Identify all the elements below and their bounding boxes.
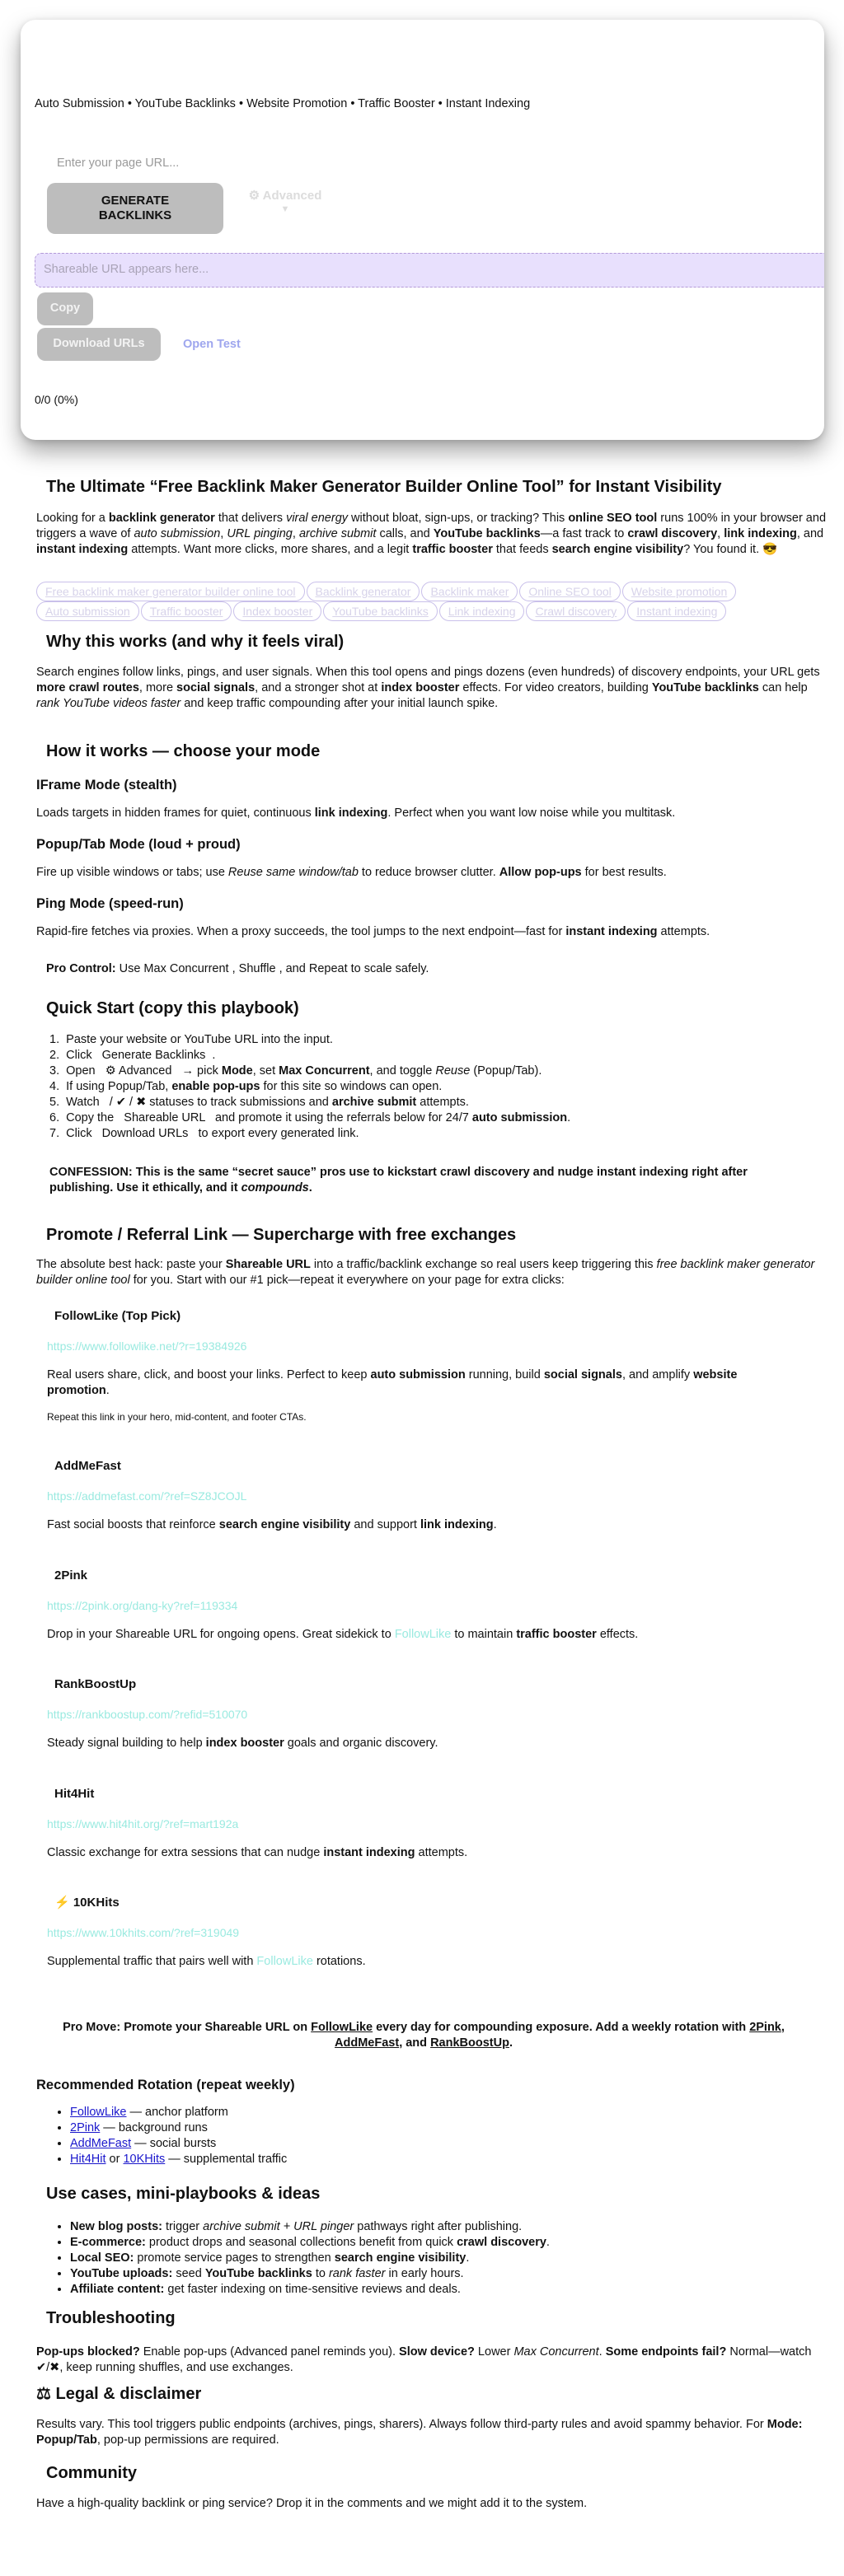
bold-text: . [308,1181,312,1194]
text-run: for you. Start with our #1 pick—repeat it everywhere on your page for extra clicks: [129,1274,565,1287]
quickstart-step [49,1079,570,1095]
text-run: 5. Watch / ✔ / ✖ statuses to track submissions and [49,1096,332,1109]
text-run: goals and organic discovery. [284,1737,438,1750]
rotation-item [70,2120,287,2136]
text-run: get faster indexing on time-sensitive reviews and deals. [164,2283,461,2296]
text-run: 2. Click Generate Backlinks . [49,1049,216,1062]
copy-button[interactable] [37,292,93,325]
text-run: runs 100% in your browser and triggers a wave of [36,512,827,540]
italic-text: rank faster [328,2267,386,2280]
mode-popup-title: Popup/Tab Mode (loud + proud) [36,837,241,852]
bold-text: YouTube backlinks [204,2267,312,2280]
partner-inline-link[interactable]: FollowLike [256,1955,313,1968]
italic-text: free backlink maker generator builder online tool [36,1258,815,1287]
bold-text: Max Concurrent [279,1064,370,1078]
text-run: Fire up visible windows or tabs; use [36,866,228,879]
text-run: , [220,527,227,540]
bold-text: link indexing [314,806,388,820]
partner-name: RankBoostUp [54,1677,137,1691]
bold-text: search engine visibility [551,543,684,556]
text-run: Search engines follow links, pings, and user signals. When this tool opens and pings dozens (even hundreds) of discovery endpoints, your URL gets [36,666,820,679]
troubleshooting-title: Troubleshooting [46,2309,176,2327]
bold-text: social signals [176,681,256,694]
text-run: calls, and [376,527,434,540]
italic-text: Max Concurrent [513,2345,599,2359]
pro-control-note [46,961,837,977]
bold-text: Mode: Popup/Tab [36,2418,803,2447]
progress-counter: 0/0 (0%) [35,393,78,406]
partner-link[interactable]: AddMeFast [335,2036,400,2050]
keyword-chip[interactable]: Backlink maker [421,582,518,601]
keyword-chips [36,582,795,624]
usecase-item [70,2266,550,2282]
text-run: without bloat, sign-ups, or tracking? This [348,512,569,525]
text-run: . [567,1111,571,1124]
text-run: running, build [465,1368,544,1382]
keyword-chip[interactable]: Website promotion [622,582,736,601]
text-run: effects. [596,1628,639,1641]
italic-text: URL pinging [227,527,293,540]
text-run: , and amplify [621,1368,694,1382]
text-run: Supplemental traffic that pairs well with [47,1955,257,1968]
bold-text: instant indexing [565,925,658,938]
partner-description [47,1367,789,1399]
keyword-chip[interactable]: Auto submission [36,601,139,621]
text-run: . [598,2345,606,2359]
text-run: attempts. [416,1096,469,1109]
bold-text: website promotion [47,1368,738,1397]
text-run: , pop-up permissions are required. [96,2433,279,2447]
shareable-url-output[interactable] [35,253,824,288]
mode-ping-desc [36,924,828,940]
italic-text: archive submit + URL pinger [203,2220,354,2233]
bold-text: every day for compounding exposure. Add a weekly rotation with [373,2021,750,2034]
bold-text: Local SEO: [70,2251,134,2265]
community-paragraph: Have a high-quality backlink or ping service? Drop it in the comments and we might add it to the system. [36,2497,588,2510]
bold-text: Some endpoints fail? [605,2345,727,2359]
partner-link[interactable]: FollowLike [311,2021,373,2034]
download-urls-button[interactable] [37,328,161,361]
keyword-chip[interactable]: Crawl discovery [526,601,626,621]
text-run: in early hours. [385,2267,464,2280]
partner-link[interactable]: RankBoostUp [430,2036,509,2050]
text-run: for best results. [581,866,667,879]
partner-name: ⚡ 10KHits [54,1896,120,1910]
quickstart-step [49,1064,570,1079]
text-run: that feeds [492,543,552,556]
keyword-chip[interactable]: Link indexing [439,601,525,621]
rotation-link[interactable]: 10KHits [123,2153,166,2166]
quickstart-step [49,1110,570,1126]
italic-text: rank YouTube videos faster [36,697,181,710]
text-run: Enable pop-ups (Advanced panel reminds you). [139,2345,400,2359]
download-urls-label: Download URLs [53,337,145,351]
text-run: pathways right after publishing. [354,2220,523,2233]
bold-italic-text: compounds [241,1181,309,1194]
bold-text: YouTube backlinks [651,681,759,694]
text-run: trigger [162,2220,204,2233]
bold-text: , [781,2021,785,2034]
backlink-tool-card [21,20,824,440]
rotation-item [70,2105,287,2120]
bold-text: Pro Move: Promote your Shareable URL on [63,2021,312,2034]
text-run: . [546,2236,550,2249]
text-run: effects. For video creators, building [459,681,652,694]
text-run: Classic exchange for extra sessions that can nudge [47,1846,324,1859]
quickstart-title: Quick Start (copy this playbook) [46,999,299,1017]
keyword-chip[interactable]: Traffic booster [141,601,232,621]
bold-text: auto submission [370,1368,466,1382]
partner-description [47,1954,789,1970]
rotation-item [70,2152,287,2167]
rotation-link[interactable]: Hit4Hit [70,2153,106,2166]
text-run: , more [138,681,177,694]
usecase-item [70,2235,550,2251]
italic-text: viral energy [286,512,349,525]
text-run: —a fast track to [540,527,628,540]
usecase-item [70,2251,550,2266]
rotation-link[interactable]: AddMeFast [70,2137,132,2150]
text-run: Looking for a [36,512,109,525]
bold-text: more crawl routes [36,681,139,694]
italic-text: Reuse same window/tab [227,866,359,879]
text-run: to reduce browser clutter. [358,866,499,879]
text-run: product drops and seasonal collections benefit from quick [145,2236,457,2249]
bold-text: Pop-ups blocked? [36,2345,140,2359]
partner-name: FollowLike (Top Pick) [54,1309,181,1323]
text-run: and keep traffic compounding after your initial launch spike. [181,697,499,710]
partner-name: AddMeFast [54,1459,121,1473]
text-run: to [312,2267,329,2280]
keyword-chip[interactable]: Backlink generator [307,582,420,601]
text-run: seed [172,2267,205,2280]
text-run: , and a stronger shot at [255,681,382,694]
bold-text: link indexing [420,1518,494,1531]
bold-text: index booster [205,1737,284,1750]
bold-text: YouTube uploads: [70,2267,173,2280]
generate-backlinks-label: GENERATE BACKLINKS [98,193,172,222]
text-run: Use Max Concurrent , Shuffle , and Repeat to scale safely. [115,962,429,975]
text-run: Drop in your Shareable URL for ongoing opens. Great sidekick to [47,1628,395,1641]
text-run: 6. Copy the Shareable URL and promote it using the referrals below for 24/7 [49,1111,472,1124]
bold-text: Mode [221,1064,253,1078]
bold-text: backlink generator [108,512,215,525]
bold-text: social signals [543,1368,622,1382]
text-run: Fast social boosts that reinforce [47,1518,219,1531]
italic-text: auto submission [134,527,221,540]
partner-note: Repeat this link in your hero, mid-content, and footer CTAs. [47,1411,307,1423]
text-run: . [106,1384,110,1397]
bold-text: archive submit [331,1096,417,1109]
quickstart-step [49,1048,570,1064]
bold-text: auto submission [471,1111,568,1124]
bold-text: E-commerce: [70,2236,146,2249]
quickstart-steps [49,1032,570,1142]
text-run: to maintain [451,1628,517,1641]
usecase-item [70,2282,550,2298]
tool-tagline: Auto Submission • YouTube Backlinks • Website Promotion • Traffic Booster • Instant Indexing [35,97,531,110]
usecases-title: Use cases, mini-playbooks & ideas [46,2185,321,2203]
text-run: . [466,2251,470,2265]
text-run: , and [796,527,824,540]
text-run: Loads targets in hidden frames for quiet, continuous [36,806,315,820]
text-run: can help [758,681,808,694]
advanced-toggle-button[interactable] [248,189,322,216]
bold-text: New blog posts: [70,2220,162,2233]
bold-text: instant indexing [323,1846,415,1859]
text-run: Rapid-fire fetches via proxies. When a proxy succeeds, the tool jumps to the next endpoint—fast for [36,925,566,938]
why-title: Why this works (and why it feels viral) [46,633,345,651]
text-run: 3. Open ⚙ Advanced → pick [49,1064,222,1078]
bold-text: link indexing [724,527,797,540]
text-run: — anchor platform [126,2106,228,2119]
bold-text: Pro Control: [46,962,116,975]
bold-text: crawl discovery [457,2236,546,2249]
text-run: Steady signal building to help [47,1737,206,1750]
text-run: attempts. [415,1846,468,1859]
bold-text: traffic booster [412,543,493,556]
how-title: How it works — choose your mode [46,742,321,760]
legal-paragraph [36,2417,828,2448]
rotation-link[interactable]: FollowLike [70,2106,127,2119]
text-run: ? You found it. 😎 [683,543,778,556]
text-run: Lower [474,2345,514,2359]
partner-description [47,1736,789,1751]
intro-title: The Ultimate “Free Backlink Maker Generator Builder Online Tool” for Instant Visibility [46,478,722,496]
legal-title: ⚖ Legal & disclaimer [36,2385,202,2403]
page-url-input[interactable] [55,150,388,176]
why-paragraph [36,665,828,712]
confession-callout [49,1165,808,1196]
bold-text: crawl discovery [627,527,718,540]
pro-move-callout [53,2020,795,2051]
quickstart-step [49,1032,570,1048]
text-run: into a traffic/backlink exchange so real users keep triggering this [310,1258,657,1271]
text-run: or [106,2153,124,2166]
bold-text: . [509,2036,513,2050]
partner-description [47,1627,789,1643]
open-test-link[interactable]: Open Test [183,338,241,351]
bold-text: search engine visibility [334,2251,467,2265]
promote-title: Promote / Referral Link — Supercharge with free exchanges [46,1226,517,1244]
keyword-chip[interactable]: Instant indexing [627,601,726,621]
shareable-url-placeholder: Shareable URL appears here... [44,263,209,277]
bold-text: CONFESSION: This is the same “secret sauce” pros use to kickstart crawl discovery and nudge instant indexing right after publishing. Use it ethically, and it [49,1166,748,1194]
text-run: that delivers [214,512,287,525]
keyword-chip[interactable]: Free backlink maker generator builder online tool [36,582,305,601]
mode-iframe-title: IFrame Mode (stealth) [36,778,177,792]
partner-name: 2Pink [54,1569,88,1583]
rotation-item [70,2136,287,2152]
text-run: 1. Paste your website or YouTube URL into the input. [49,1033,333,1046]
copy-button-label: Copy [49,302,81,316]
bold-text: YouTube backlinks [433,527,541,540]
keyword-chip[interactable]: YouTube backlinks [323,601,437,621]
text-run: and support [350,1518,420,1531]
text-run: promote service pages to strengthen [134,2251,335,2265]
text-run: attempts. Want more clicks, more shares, and a legit [128,543,413,556]
text-run: 7. Click Download URLs to export every generated link. [49,1127,359,1140]
text-run: Real users share, click, and boost your links. Perfect to keep [47,1368,371,1382]
usecases-list [0,2219,550,2298]
text-run: attempts. [657,925,710,938]
bold-text: online SEO tool [568,512,658,525]
advanced-label: ⚙ Advanced [248,189,322,203]
text-run: , set [252,1064,279,1078]
bold-text: search engine visibility [218,1518,351,1531]
partner-description [47,1517,789,1533]
partner-inline-link[interactable]: FollowLike [394,1628,452,1641]
troubleshooting-paragraph [36,2345,828,2376]
bold-text: index booster [381,681,460,694]
text-run: The absolute best hack: paste your [36,1258,226,1271]
intro-paragraph [36,511,828,558]
rotation-title: Recommended Rotation (repeat weekly) [36,2078,295,2092]
partner-referral-link[interactable]: https://www.10khits.com/?ref=319049 [47,1926,240,1939]
italic-text: archive submit [298,527,377,540]
bold-text: instant indexing [36,543,129,556]
partner-referral-link[interactable]: https://addmefast.com/?ref=SZ8JCOJL [47,1489,247,1503]
mode-ping-title: Ping Mode (speed-run) [36,896,184,911]
chevron-down-icon: ▼ [280,203,290,214]
quickstart-step [49,1095,570,1110]
text-run: , [717,527,724,540]
text-run: — supplemental traffic [165,2153,288,2166]
partner-description [47,1845,789,1861]
usecase-item [70,2219,550,2235]
rotation-link[interactable]: 2Pink [70,2121,101,2134]
bold-text: traffic booster [516,1628,597,1641]
text-run: Results vary. This tool triggers public endpoints (archives, pings, sharers). Always follow third-party rules and avoid spammy behavior. For [36,2418,767,2431]
bold-text: enable pop-ups [171,1080,260,1093]
text-run: . Perfect when you want low noise while you multitask. [387,806,676,820]
text-run: for this site so windows can open. [260,1080,443,1093]
rotation-list [0,2105,287,2167]
partner-referral-link[interactable]: https://rankboostup.com/?refid=510070 [47,1708,248,1721]
text-run: 4. If using Popup/Tab, [49,1080,172,1093]
text-run: , and toggle [369,1064,436,1078]
italic-text: Reuse [435,1064,471,1078]
text-run: (Popup/Tab). [470,1064,542,1078]
text-run: rotations. [312,1955,366,1968]
promote-paragraph [36,1257,828,1288]
text-run: . [493,1518,497,1531]
partner-referral-link[interactable]: https://www.followlike.net/?r=19384926 [47,1339,247,1353]
mode-popup-desc [36,865,828,881]
quickstart-step [49,1126,570,1142]
bold-text: Affiliate content: [70,2283,165,2296]
text-run: , [292,527,299,540]
partner-referral-link[interactable]: https://2pink.org/dang-ky?ref=119334 [47,1599,238,1612]
community-title: Community [46,2464,137,2482]
keyword-chip[interactable]: Online SEO tool [519,582,620,601]
bold-text: , and [399,2036,431,2050]
generate-backlinks-button[interactable] [47,183,223,234]
mode-iframe-desc [36,806,828,821]
partner-name: Hit4Hit [54,1787,95,1801]
partner-referral-link[interactable]: https://www.hit4hit.org/?ref=mart192a [47,1817,239,1830]
bold-text: Allow pop-ups [499,866,582,879]
bold-text: Slow device? [399,2345,475,2359]
text-run: — background runs [100,2121,208,2134]
text-run: — social bursts [131,2137,217,2150]
keyword-chip[interactable]: Index booster [233,601,321,621]
partner-link[interactable]: 2Pink [749,2021,781,2034]
bold-text: Shareable URL [225,1258,311,1271]
text-run: Normal—watch ✔/✖, keep running shuffles, and use exchanges. [36,2345,812,2374]
